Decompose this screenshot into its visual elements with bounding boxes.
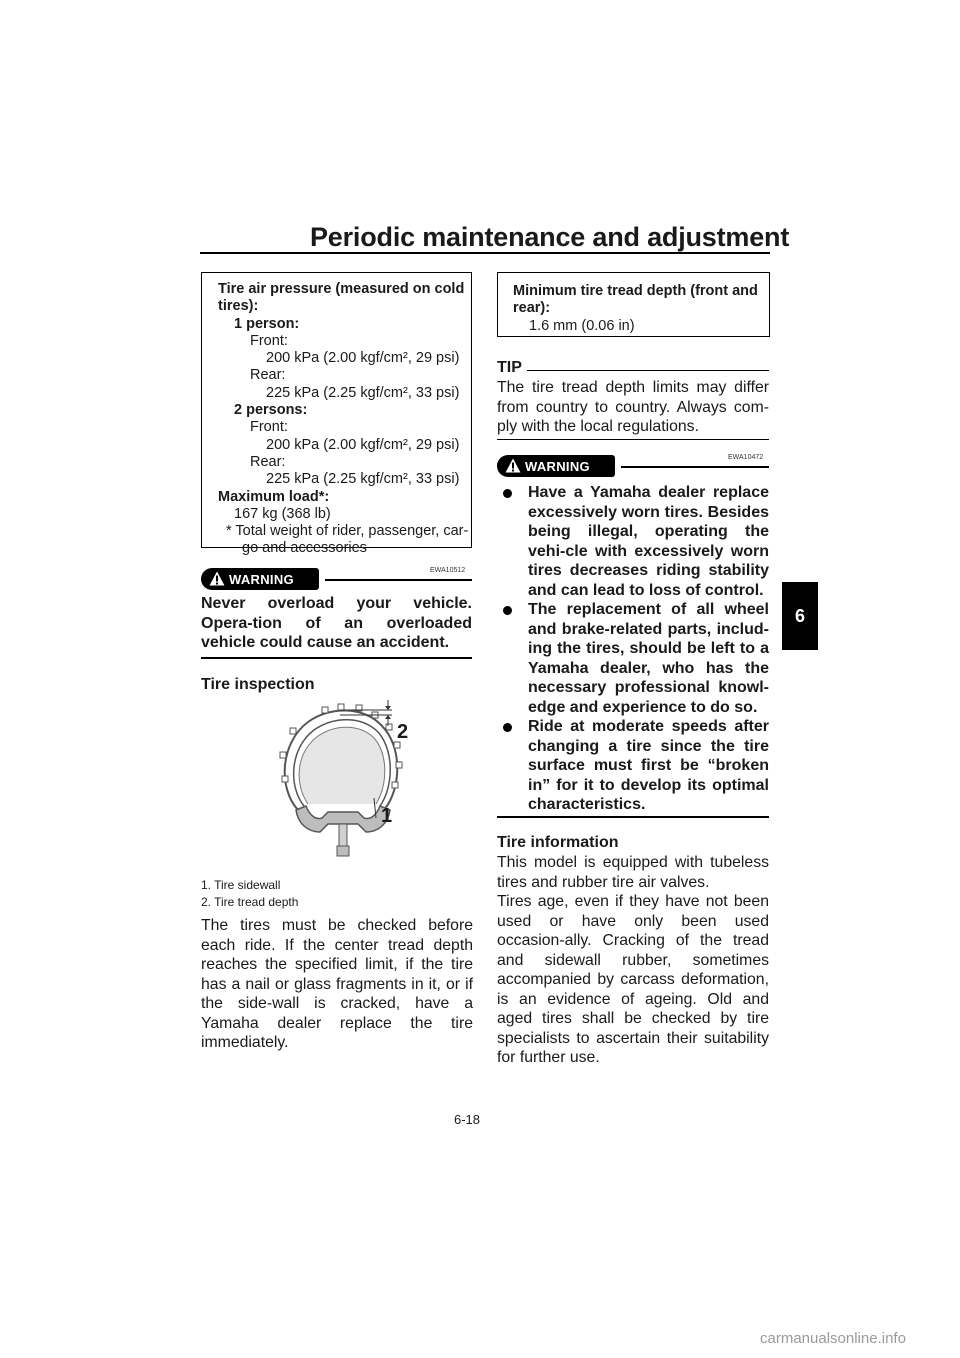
- rear-pressure-value: 225 kPa (2.25 kgf/cm², 33 psi): [266, 384, 460, 401]
- two-persons-label: 2 persons:: [234, 402, 308, 419]
- bullet-icon: [503, 489, 512, 498]
- spec-title-line2: tires):: [218, 298, 259, 315]
- tip-label: TIP: [497, 359, 522, 376]
- max-load-footnote-line1: * Total weight of rider, passenger, car-: [226, 523, 469, 540]
- tire-inspection-heading: Tire inspection: [201, 676, 315, 693]
- bullet-icon: [503, 723, 512, 732]
- warning-1-label: WARNING: [229, 571, 294, 587]
- rear-label: Rear:: [250, 367, 286, 384]
- warning-1-badge: [201, 568, 319, 590]
- max-load-label: Maximum load*:: [218, 488, 330, 505]
- max-load-value: 167 kg (368 lb): [234, 505, 331, 522]
- warning-1-text: Never overload your vehicle. Opera-tion of an overloaded vehicle could cause an accident.: [201, 595, 472, 651]
- front-pressure-value-2: 200 kPa (2.00 kgf/cm², 29 psi): [266, 436, 460, 453]
- tire-pressure-spec-box: [201, 272, 472, 557]
- warning-1-code: EWA10512: [430, 567, 466, 574]
- warning-2-item: The replacement of all wheel and brake-related parts, includ-ing the tires, should be left to a Yamaha dealer, who has the necessary professional knowl-edge and experience to do so.: [497, 600, 769, 717]
- warning-triangle-icon: [209, 571, 225, 586]
- warning-2-item: Ride at moderate speeds after changing a tire since the tire surface must first be “broken in” for it to develop its optimal characteristics.: [497, 717, 769, 815]
- caption-tire-sidewall: 1. Tire sidewall: [201, 878, 281, 892]
- warning-2-header-rule: [621, 466, 769, 468]
- warning-triangle-icon: [505, 458, 521, 473]
- rear-pressure-value-2: 225 kPa (2.25 kgf/cm², 33 psi): [266, 471, 460, 488]
- tire-inspection-body: The tires must be checked before each ride. If the center tread depth reaches the specified limit, if the tire has a nail or glass fragments in it, or if the side-wall is cracked, have a Yamaha dealer replace the tire immediately.: [201, 917, 473, 1051]
- warning-2-bottom-rule: [497, 816, 769, 818]
- tread-depth-value: 1.6 mm (0.06 in): [529, 317, 635, 334]
- tread-box-title-line1: Minimum tire tread depth (front and: [513, 283, 758, 299]
- tire-cross-section-diagram: [268, 698, 418, 873]
- warning-2-list: [497, 483, 769, 815]
- callout-1: 1: [381, 805, 393, 827]
- warning-2-badge: [497, 455, 615, 477]
- rear-label-2: Rear:: [250, 453, 286, 470]
- front-label-2: Front:: [250, 419, 288, 436]
- title-rule: [200, 252, 770, 254]
- warning-2-code: EWA10472: [728, 454, 764, 461]
- chapter-tab[interactable]: 6: [782, 582, 818, 650]
- tip-rule: [527, 370, 769, 371]
- tire-information-para1: This model is equipped with tubeless tires and rubber tire air valves.: [497, 854, 769, 891]
- front-pressure-value: 200 kPa (2.00 kgf/cm², 29 psi): [266, 350, 460, 367]
- bullet-icon: [503, 606, 512, 615]
- callout-2: 2: [397, 721, 409, 743]
- max-load-footnote-line2: go and accessories: [242, 540, 367, 557]
- tread-box-title-line2: rear):: [513, 300, 551, 317]
- watermark: carmanualsonline.info: [760, 1330, 906, 1347]
- page-number: 6-18: [454, 1112, 481, 1127]
- warning-1-header-rule: [325, 579, 472, 581]
- tread-depth-spec-box: [497, 272, 770, 337]
- warning-1-header: [201, 568, 472, 594]
- front-label: Front:: [250, 332, 288, 349]
- tire-information-para2: Tires age, even if they have not been used or have only been used occasion-ally. Cracking of the tread and sidewall rubber, sometimes accompanied by carcass deformation, is an evidence of ageing. Old and aged tires shall be checked by tire specialists to ascertain their suitability for further use.: [497, 893, 769, 1066]
- warning-2-item: Have a Yamaha dealer replace excessively worn tires. Besides being illegal, operating the vehi-cle with excessively worn tires decreases riding stability and can lead to loss of control.: [497, 483, 769, 600]
- one-person-label: 1 person:: [234, 315, 300, 332]
- warning-1-bottom-rule: [201, 657, 472, 659]
- page-title: Periodic maintenance and adjustment: [310, 222, 790, 252]
- spec-title-line1: Tire air pressure (measured on cold: [218, 281, 465, 297]
- warning-2-header: [497, 455, 769, 481]
- warning-2-label: WARNING: [525, 458, 590, 474]
- tire-information-heading: Tire information: [497, 834, 619, 851]
- tip-text: The tire tread depth limits may differ from country to country. Always com-ply with the local regulations.: [497, 379, 769, 435]
- caption-tire-tread-depth: 2. Tire tread depth: [201, 895, 299, 909]
- tip-bottom-rule: [497, 439, 769, 440]
